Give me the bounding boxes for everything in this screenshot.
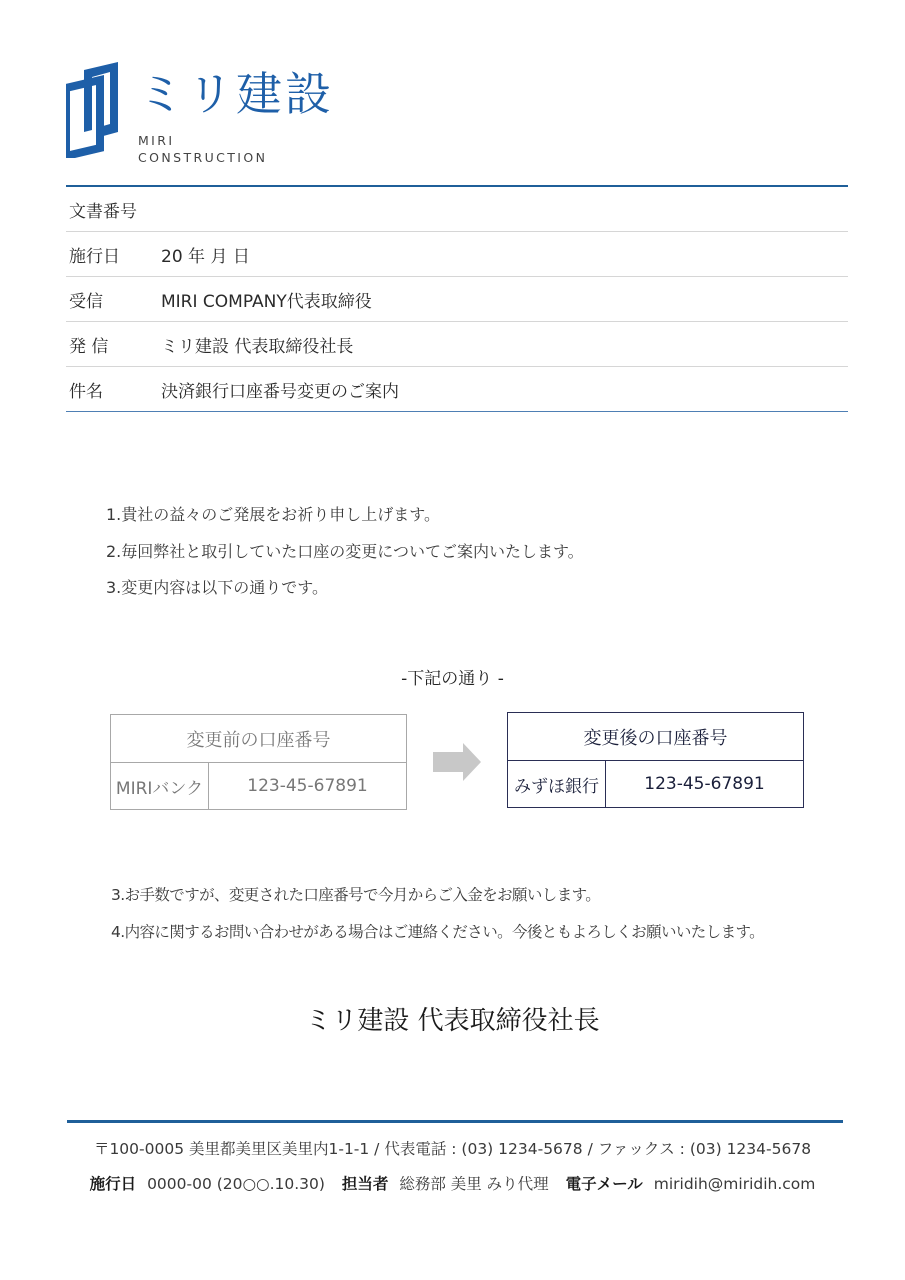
meta-row-date	[66, 232, 848, 277]
subtitle-line-2: CONSTRUCTION	[138, 150, 268, 165]
subtitle-line-1: MIRI	[138, 133, 175, 148]
closing-line: 4.内容に関するお問い合わせがある場合はご連絡ください。今後ともよろしくお願いいたします。	[111, 923, 765, 941]
account-before-table	[110, 714, 407, 810]
intro-line: 2.毎回弊社と取引していた口座の変更についてご案内いたします。	[106, 541, 584, 561]
meta-label: 発 信	[69, 336, 109, 357]
footer-info	[0, 1172, 905, 1194]
meta-value: 決済銀行口座番号変更のご案内	[161, 381, 399, 402]
meta-value: 20 年 月 日	[161, 246, 250, 267]
intro-paragraphs	[106, 497, 584, 607]
company-subtitle	[138, 132, 267, 166]
footer-date-value: 0000-00 (20○○.10.30)	[147, 1175, 325, 1193]
closing-paragraphs	[111, 877, 764, 951]
account-before-header: 変更前の口座番号	[111, 715, 407, 763]
meta-row-doc-number	[66, 187, 848, 232]
footer-email-label: 電子メール	[565, 1175, 643, 1193]
account-after-table	[507, 712, 804, 808]
account-before-bank: MIRIバンク	[111, 763, 209, 810]
account-after-header: 変更後の口座番号	[508, 713, 804, 761]
footer-divider	[67, 1120, 843, 1123]
signature: ミリ建設 代表取締役社長	[305, 1006, 600, 1036]
account-before-number: 123-45-67891	[209, 763, 407, 810]
building-frames-icon	[66, 62, 122, 158]
meta-label: 施行日	[69, 246, 120, 267]
document-meta-table	[66, 185, 848, 412]
notice-heading: -下記の通り -	[401, 669, 504, 689]
intro-line: 1.貴社の益々のご発展をお祈り申し上げます。	[106, 505, 440, 524]
account-after-bank: みずほ銀行	[508, 761, 606, 808]
meta-label: 文書番号	[69, 201, 137, 222]
footer-person-value: 総務部 美里 みり代理	[399, 1175, 549, 1193]
meta-label: 件名	[69, 381, 103, 402]
right-arrow-icon	[433, 743, 481, 781]
footer-person-label: 担当者	[341, 1175, 389, 1193]
meta-value: MIRI COMPANY代表取締役	[161, 291, 372, 312]
company-logo	[66, 62, 336, 172]
meta-row-sender	[66, 322, 848, 367]
intro-line: 3.変更内容は以下の通りです。	[106, 578, 328, 597]
company-name: ミリ建設	[138, 67, 334, 121]
closing-line: 3.お手数ですが、変更された口座番号で今月からご入金をお願いします。	[111, 886, 601, 904]
meta-row-subject	[66, 367, 848, 411]
meta-row-recipient	[66, 277, 848, 322]
footer-address: 〒100-0005 美里都美里区美里内1-1-1 / 代表電話 : (03) 1234-5678 / ファックス : (03) 1234-5678	[93, 1140, 812, 1158]
meta-label: 受信	[69, 291, 103, 312]
meta-value: ミリ建設 代表取締役社長	[161, 336, 354, 357]
footer-date-label: 施行日	[89, 1175, 137, 1193]
footer-email-value[interactable]: miridih@miridih.com	[653, 1175, 816, 1193]
account-after-number: 123-45-67891	[606, 761, 804, 808]
